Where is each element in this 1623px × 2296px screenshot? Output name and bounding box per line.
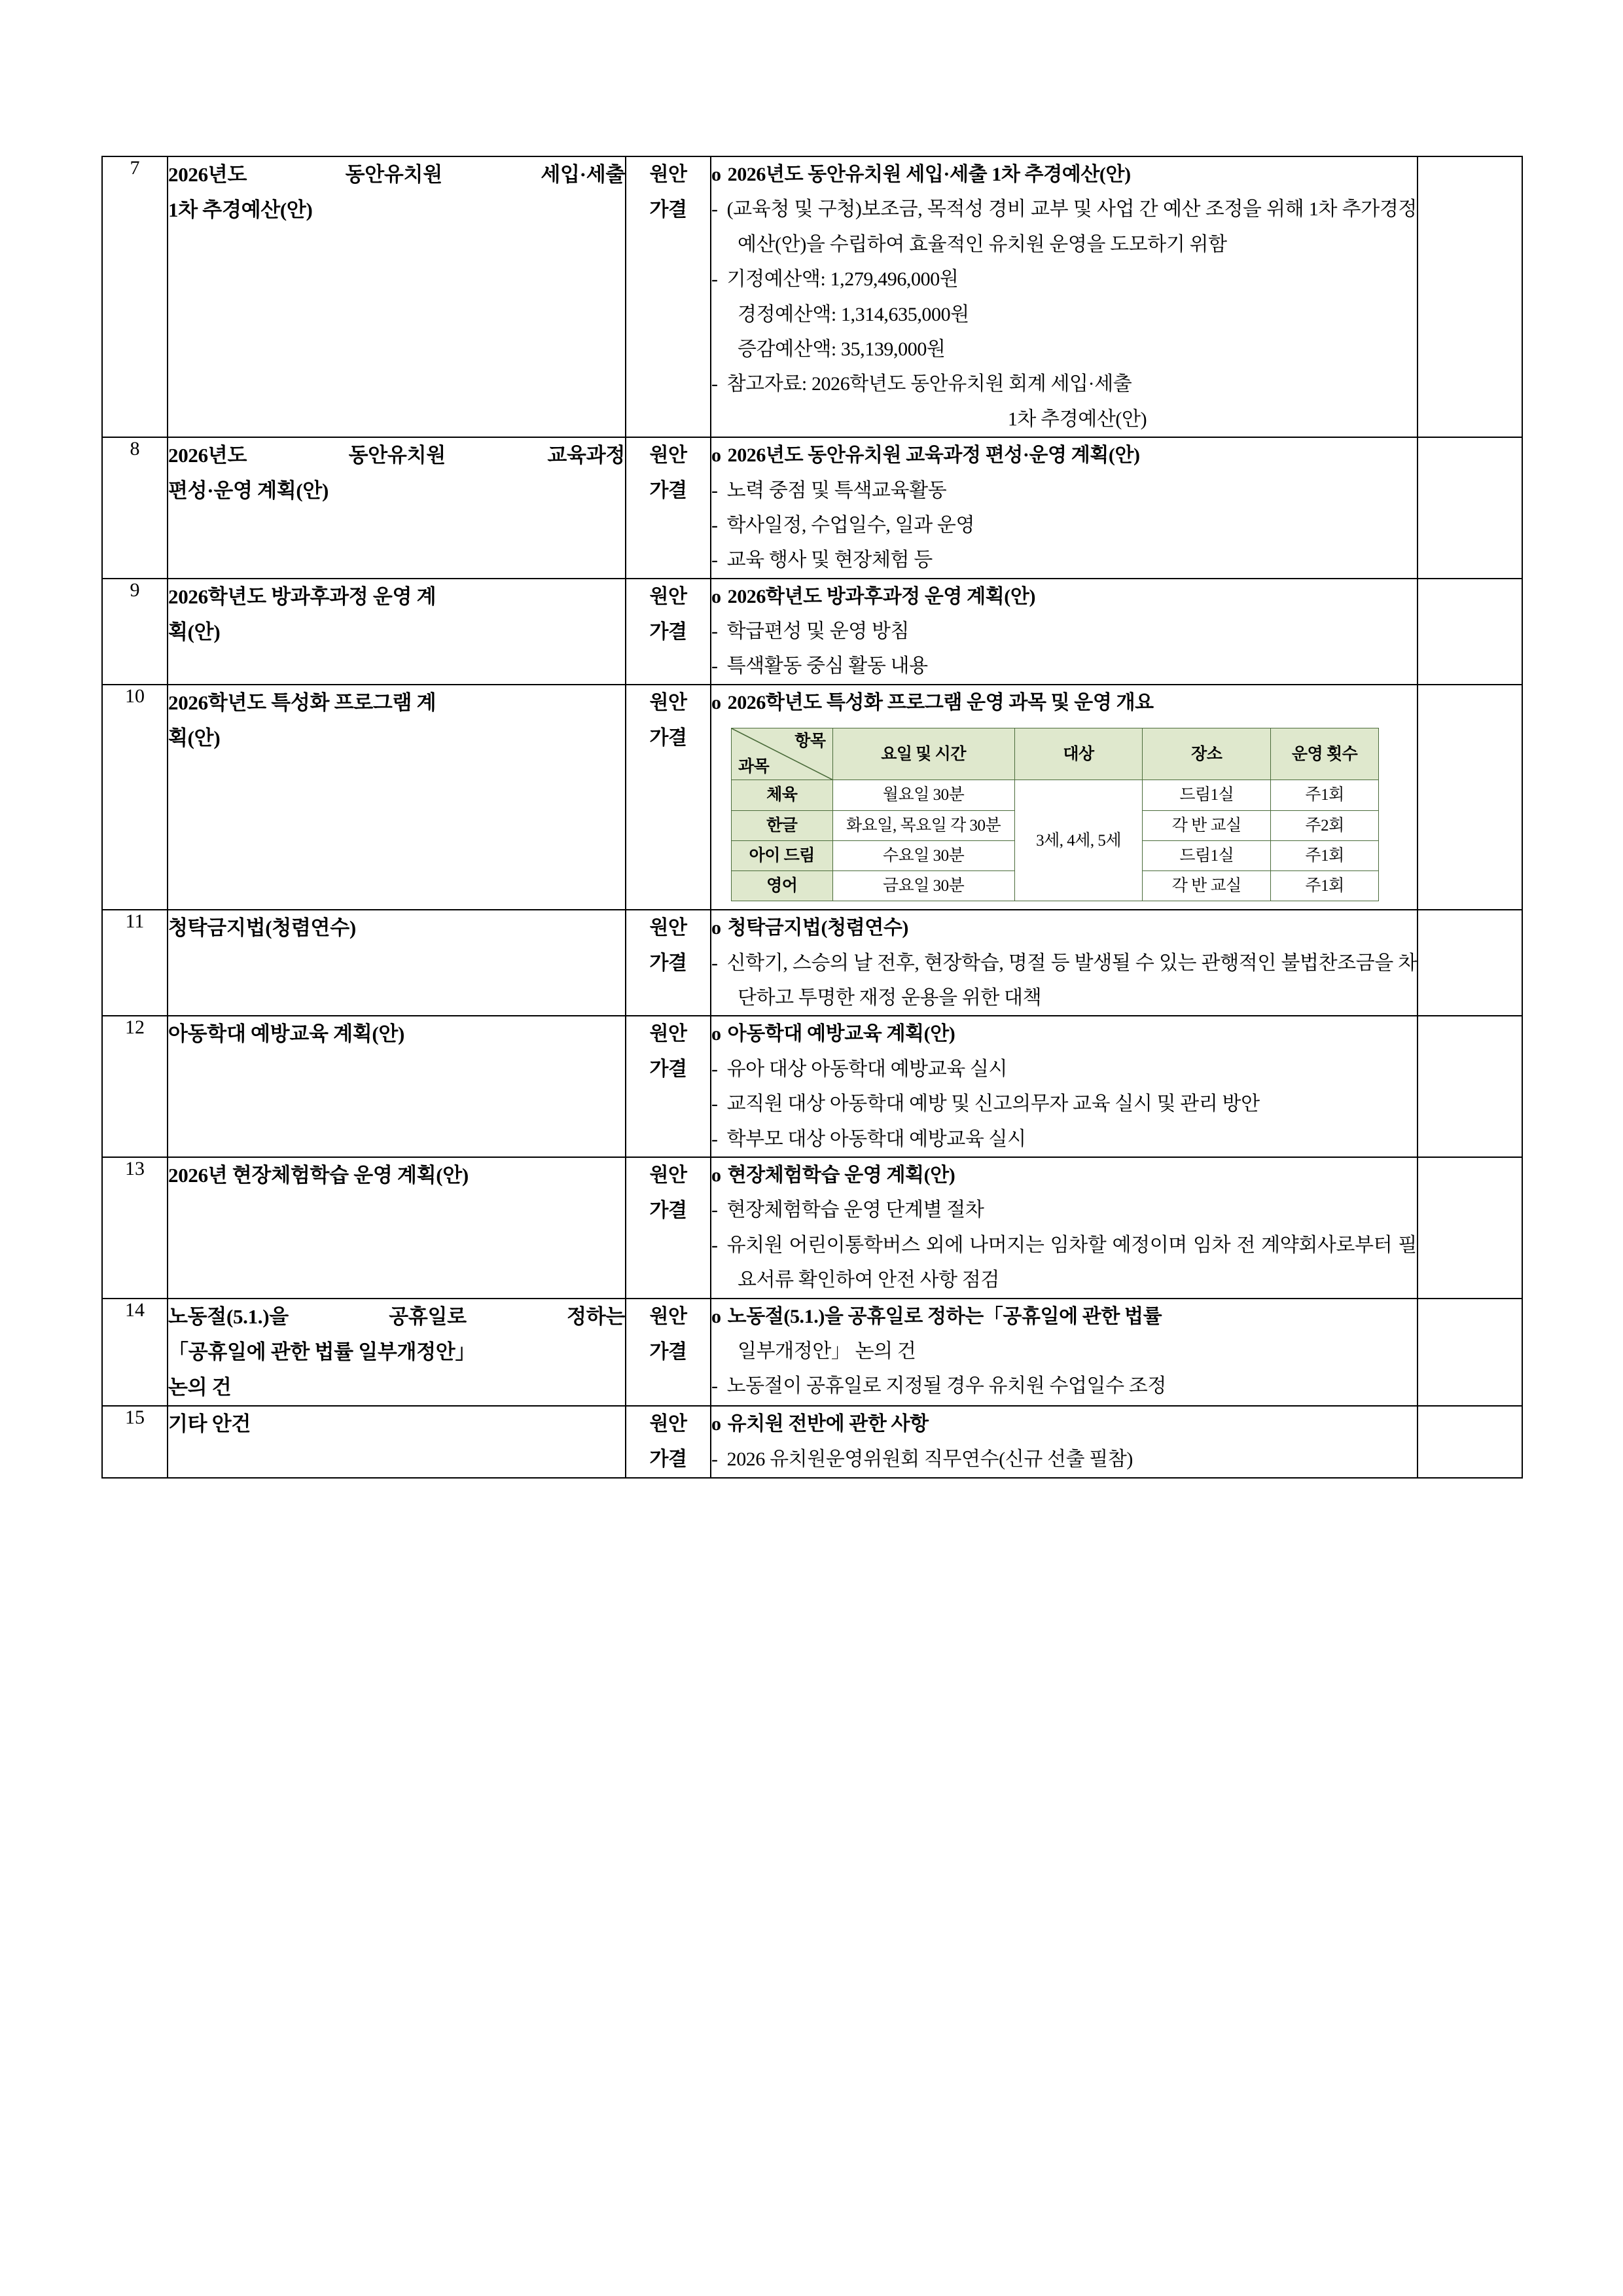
- program-count: 주1회: [1271, 871, 1379, 901]
- detail-item: - 신학기, 스승의 날 전후, 현장학습, 명절 등 발생될 수 있는 관행적인 불법찬조금을 차단하고 투명한 재정 운용을 위한 대책: [711, 952, 1417, 1009]
- program-place: 드림1실: [1143, 840, 1271, 870]
- row-title-line: 획(안): [168, 726, 221, 750]
- detail-item: - 노력 중점 및 특색교육활동: [711, 479, 947, 501]
- program-header-row: [732, 728, 1379, 780]
- row-title: [168, 1406, 626, 1478]
- table-row: [102, 437, 1522, 579]
- row-details: [711, 910, 1418, 1016]
- row-resolution: [626, 1157, 711, 1299]
- row-title: [168, 685, 626, 910]
- resolution-line: 원안: [649, 164, 687, 185]
- detail-item: - 학급편성 및 운영 방침: [711, 620, 910, 643]
- row-title: [168, 1157, 626, 1299]
- resolution-line: 가결: [649, 199, 687, 221]
- row-note: [1418, 685, 1522, 910]
- row-number: 11: [102, 910, 168, 1016]
- program-corner-bottom-label: 과목: [738, 758, 770, 776]
- row-title: [168, 1299, 626, 1407]
- program-target: 3세, 4세, 5세: [1014, 780, 1143, 901]
- row-number: 7: [102, 156, 168, 437]
- row-title-line: 「공휴일에 관한 법률 일부개정안」: [168, 1340, 476, 1363]
- detail-cont: 1차 추경예산(안): [1007, 408, 1147, 430]
- detail-cont: 일부개정안」 논의 건: [738, 1340, 916, 1362]
- row-note: [1418, 1406, 1522, 1478]
- detail-cont: 경정예산액: 1,314,635,000원: [738, 303, 969, 325]
- resolution-line: 원안: [649, 691, 687, 713]
- table-row: [102, 1016, 1522, 1157]
- row-number: 9: [102, 579, 168, 685]
- row-title-line: 2026년도 동안유치원 세입·세출: [168, 163, 625, 186]
- table-row: [102, 1299, 1522, 1407]
- detail-head: o 2026년도 동안유치원 세입·세출 1차 추경예산(안): [711, 164, 1131, 185]
- row-title-line: 2026학년도 특성화 프로그램 계: [168, 691, 437, 714]
- program-header-cell: 대상: [1014, 728, 1143, 780]
- row-note: [1418, 156, 1522, 437]
- row-details: [711, 156, 1418, 437]
- program-header-cell: 운영 횟수: [1271, 728, 1379, 780]
- resolution-line: 원안: [649, 1164, 687, 1186]
- table-row: [102, 1157, 1522, 1299]
- program-subject: 체육: [732, 780, 833, 810]
- table-row: [102, 685, 1522, 910]
- row-note: [1418, 1299, 1522, 1407]
- detail-head: o 노동절(5.1.)을 공휴일로 정하는「공휴일에 관한 법률: [711, 1305, 1162, 1327]
- program-count: 주1회: [1271, 780, 1379, 810]
- program-row: [732, 780, 1379, 810]
- row-title-line: 1차 추경예산(안): [168, 198, 313, 222]
- agenda-table: [101, 156, 1523, 1479]
- row-number: 8: [102, 437, 168, 579]
- table-row: [102, 1406, 1522, 1478]
- row-note: [1418, 910, 1522, 1016]
- program-corner-cell: [732, 728, 833, 780]
- row-details: [711, 1299, 1418, 1407]
- resolution-line: 원안: [649, 444, 687, 467]
- detail-head: o 2026학년도 특성화 프로그램 운영 과목 및 운영 개요: [711, 691, 1154, 713]
- row-title-line: 편성·운영 계획(안): [168, 479, 329, 503]
- program-subject: 한글: [732, 810, 833, 840]
- row-title: [168, 437, 626, 579]
- program-subject: 아이 드림: [732, 840, 833, 870]
- detail-item: - 학부모 대상 아동학대 예방교육 실시: [711, 1128, 1026, 1150]
- resolution-line: 가결: [649, 1199, 687, 1221]
- resolution-line: 가결: [649, 480, 687, 502]
- program-place: 각 반 교실: [1143, 871, 1271, 901]
- detail-head: o 유치원 전반에 관한 사항: [711, 1413, 929, 1435]
- row-title-line: 노동절(5.1.)을 공휴일로 정하는: [168, 1304, 625, 1328]
- resolution-line: 원안: [649, 1023, 687, 1045]
- program-count: 주2회: [1271, 810, 1379, 840]
- row-title-line: 2026년도 동안유치원 교육과정: [168, 444, 625, 467]
- resolution-line: 원안: [649, 585, 687, 607]
- detail-item: - 노동절이 공휴일로 지정될 경우 유치원 수업일수 조정: [711, 1375, 1166, 1397]
- row-number: 12: [102, 1016, 168, 1157]
- detail-head: o 아동학대 예방교육 계획(안): [711, 1023, 955, 1045]
- row-number: 15: [102, 1406, 168, 1478]
- row-title-line: 아동학대 예방교육 계획(안): [168, 1022, 405, 1046]
- table-row: [102, 156, 1522, 437]
- row-title-line: 2026년 현장체험학습 운영 계획(안): [168, 1163, 469, 1187]
- program-table: [731, 728, 1379, 901]
- resolution-line: 원안: [649, 1305, 687, 1327]
- program-table-wrapper: [711, 720, 1417, 909]
- detail-item: - 현장체험학습 운영 단계별 절차: [711, 1199, 984, 1221]
- row-details: [711, 1157, 1418, 1299]
- resolution-line: 가결: [649, 1448, 687, 1471]
- program-time: 수요일 30분: [832, 840, 1014, 870]
- detail-item: - 기정예산액: 1,279,496,000원: [711, 268, 959, 291]
- detail-head: o 2026년도 동안유치원 교육과정 편성·운영 계획(안): [711, 444, 1140, 467]
- row-note: [1418, 437, 1522, 579]
- row-resolution: [626, 579, 711, 685]
- row-details: [711, 579, 1418, 685]
- row-note: [1418, 1016, 1522, 1157]
- program-place: 드림1실: [1143, 780, 1271, 810]
- resolution-line: 가결: [649, 952, 687, 975]
- detail-item: - (교육청 및 구청)보조금, 목적성 경비 교부 및 사업 간 예산 조정을 위해 1차 추가경정예산(안)을 수립하여 효율적인 유치원 운영을 도모하기 위함: [711, 198, 1417, 255]
- row-resolution: [626, 1406, 711, 1478]
- resolution-line: 원안: [649, 917, 687, 939]
- detail-head: o 청탁금지법(청렴연수): [711, 917, 909, 939]
- row-details: [711, 685, 1418, 910]
- row-resolution: [626, 1016, 711, 1157]
- row-resolution: [626, 910, 711, 1016]
- detail-head: o 현장체험학습 운영 계획(안): [711, 1164, 955, 1186]
- row-number: 10: [102, 685, 168, 910]
- program-header-cell: 요일 및 시간: [832, 728, 1014, 780]
- program-time: 금요일 30분: [832, 871, 1014, 901]
- detail-item: - 유아 대상 아동학대 예방교육 실시: [711, 1058, 1008, 1080]
- row-title: [168, 1016, 626, 1157]
- row-resolution: [626, 437, 711, 579]
- resolution-line: 원안: [649, 1413, 687, 1435]
- detail-item: - 유치원 어린이통학버스 외에 나머지는 임차할 예정이며 임차 전 계약회사로부터 필요서류 확인하여 안전 사항 점검: [711, 1234, 1417, 1291]
- row-title: [168, 579, 626, 685]
- resolution-line: 가결: [649, 620, 687, 643]
- row-number: 13: [102, 1157, 168, 1299]
- row-details: [711, 1016, 1418, 1157]
- program-time: 화요일, 목요일 각 30분: [832, 810, 1014, 840]
- detail-item: - 참고자료: 2026학년도 동안유치원 회계 세입·세출: [711, 373, 1132, 395]
- row-title-line: 청탁금지법(청렴연수): [168, 916, 356, 940]
- resolution-line: 가결: [649, 1340, 687, 1363]
- detail-cont: 증감예산액: 35,139,000원: [738, 338, 946, 360]
- row-title: [168, 910, 626, 1016]
- detail-item: - 학사일정, 수업일수, 일과 운영: [711, 514, 975, 536]
- resolution-line: 가결: [649, 1058, 687, 1081]
- row-title-line: 2026학년도 방과후과정 운영 계: [168, 584, 437, 608]
- row-title-line: 논의 건: [168, 1376, 232, 1399]
- resolution-line: 가결: [649, 726, 687, 749]
- program-header-cell: 장소: [1143, 728, 1271, 780]
- row-number: 14: [102, 1299, 168, 1407]
- program-subject: 영어: [732, 871, 833, 901]
- program-corner-top-label: 항목: [794, 732, 826, 751]
- row-resolution: [626, 1299, 711, 1407]
- table-row: [102, 579, 1522, 685]
- detail-item: - 교육 행사 및 현장체험 등: [711, 549, 933, 571]
- detail-item: - 특색활동 중심 활동 내용: [711, 655, 928, 677]
- row-note: [1418, 579, 1522, 685]
- row-details: [711, 437, 1418, 579]
- detail-item: - 교직원 대상 아동학대 예방 및 신고의무자 교육 실시 및 관리 방안: [711, 1093, 1260, 1115]
- agenda-table-body: [102, 156, 1522, 1478]
- detail-head: o 2026학년도 방과후과정 운영 계획(안): [711, 585, 1036, 607]
- row-note: [1418, 1157, 1522, 1299]
- row-details: [711, 1406, 1418, 1478]
- program-count: 주1회: [1271, 840, 1379, 870]
- program-place: 각 반 교실: [1143, 810, 1271, 840]
- row-resolution: [626, 685, 711, 910]
- row-title-line: 기타 안건: [168, 1412, 251, 1436]
- detail-item: - 2026 유치원운영위원회 직무연수(신규 선출 필참): [711, 1448, 1133, 1470]
- row-title-line: 획(안): [168, 620, 221, 643]
- program-time: 월요일 30분: [832, 780, 1014, 810]
- table-row: [102, 910, 1522, 1016]
- row-resolution: [626, 156, 711, 437]
- row-title: [168, 156, 626, 437]
